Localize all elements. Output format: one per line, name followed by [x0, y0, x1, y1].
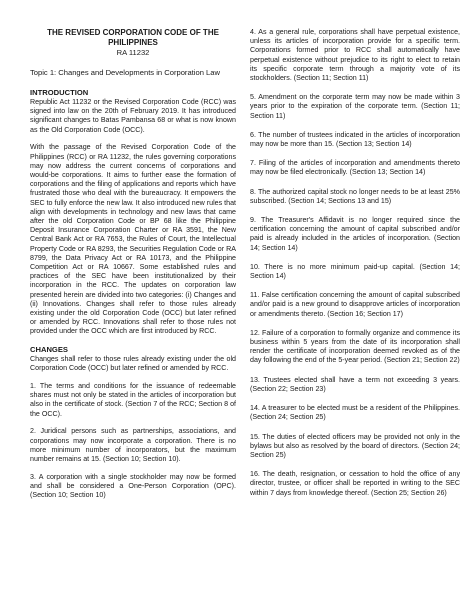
- left-column: [30, 28, 236, 509]
- list-item-15: 15. The duties of elected officers may be provided not only in the bylaws but also as resolved by the board of directors. (Section 24; Section 25): [250, 432, 460, 459]
- document-title: THE REVISED CORPORATION CODE OF THE PHILIPPINES: [47, 28, 219, 47]
- topic-line: Topic 1: Changes and Developments in Corporation Law: [30, 68, 220, 77]
- list-item-12: 12. Failure of a corporation to formally organize and commence its business within 5 years from the date of its incorporation shall render the certificate of incorporation deemed revoked as of the day following the end of the 5-year period. (Section 21; Section 22): [250, 328, 460, 365]
- list-item-3: 3. A corporation with a single stockholder may now be formed and shall be considered a One-Person Corporation (OPC). (Section 10; Section 10): [30, 472, 236, 500]
- list-item-8: 8. The authorized capital stock no longer needs to be at least 25% subscribed. (Section 14; Sections 13 and 15): [250, 187, 460, 205]
- list-item-14: 14. A treasurer to be elected must be a resident of the Philippines. (Section 24; Section 25): [250, 404, 460, 422]
- list-item-2: 2. Juridical persons such as partnerships, associations, and corporations may now incorporate a corporation. There is no more minimum number of incorporators, but the maximum number remains at 15. (Section 10; Section 10).: [30, 427, 236, 463]
- intro-paragraph-1: Republic Act 11232 or the Revised Corporation Code (RCC) was signed into law on the 20th of February 2019. It has introduced significant changes to Batas Pambansa 68 or what is now known as the Old Corporation Code (OCC).: [30, 98, 236, 134]
- changes-paragraph: Changes shall refer to those rules already existing under the old Corporation Code (OCC) but later refined or amended by RCC.: [30, 355, 236, 373]
- list-item-6: 6. The number of trustees indicated in the articles of incorporation may now be more than 15. (Section 13; Section 14): [250, 130, 460, 149]
- list-item-11: 11. False certification concerning the amount of capital subscribed and/or paid is a new ground to disapprove articles of incorporation or amendments thereto. (Section 16; Section 17): [250, 291, 460, 318]
- introduction-heading: INTRODUCTION: [30, 88, 89, 97]
- right-column: [250, 28, 460, 508]
- list-item-7: 7. Filing of the articles of incorporation and amendments thereto may now be filed electronically. (Section 13; Section 14): [250, 159, 460, 177]
- list-item-4: 4. As a general rule, corporations shall have perpetual existence, unless its articles of incorporation provide for a specific term. Corporations formed prior to RCC shall automatically have perpetual existence without prejudice to its right to elect to retain its specific corporate term through a majority vote of its stockholders. (Section 11; Section 11): [250, 28, 460, 83]
- list-item-16: 16. The death, resignation, or cessation to hold the office of any director, trustee, or officer shall be reported in writing to the SEC within 7 days from knowledge thereof. (Section 25; Section 26): [250, 470, 460, 497]
- intro-paragraph-2: With the passage of the Revised Corporation Code of the Philippines (RCC) or RA 11232, the rules governing corporations may now address the current concerns of corporations and would-be corporations. It aims to further ease the formation of corporations and the filing of applications and reports which have frustrated those who deal with the bureaucracy. It empowers the SEC to fully enforce the new law. It also introduced new rules that align with developments in technology and new laws that came after the old Corporation Code or BP 68 like the Philippine Deposit Insurance Corporation Charter or RA 3591, the New Central Bank Act or RA 7653, the Rules of Court, the Intellectual Property Code or RA 8293, the Securities Regulation Code or RA 8799, the Data Privacy Act or RA 10173, and the Philippine Competition Act or RA 10667. Some established rules and practices of the SEC have been institutionalized by their incorporation in the RCC. The updates on corporation law presented herein are divided into two categories: (i) Changes and (ii) Innovations. Changes shall refer to those rules already existing under the old Corporation Code (OCC) but later refined or amended by RCC. Innovations shall refer to those rules not provided under the OCC which are first introduced by RCC.: [30, 143, 236, 336]
- list-item-1: 1. The terms and conditions for the issuance of redeemable shares must not only be stated in the articles of incorporation but also in the certificate of stock. (Section 7 of the RCC; Section 8 of the OCC).: [30, 381, 236, 418]
- list-item-13: 13. Trustees elected shall have a term not exceeding 3 years. (Section 22; Section 23): [250, 375, 460, 393]
- list-item-9: 9. The Treasurer's Affidavit is no longer required since the certification concerning the amount of capital subscribed and/or paid is already included in the articles of incorporation. (Section 14; Section 14): [250, 216, 460, 252]
- changes-heading: CHANGES: [30, 345, 68, 355]
- document-subtitle: RA 11232: [116, 48, 150, 57]
- list-item-5: 5. Amendment on the corporate term may now be made within 3 years prior to the expiration of the corporate term. (Section 11; Section 11): [250, 93, 460, 120]
- list-item-10: 10. There is no more minimum paid-up capital. (Section 14; Section 14): [250, 262, 460, 281]
